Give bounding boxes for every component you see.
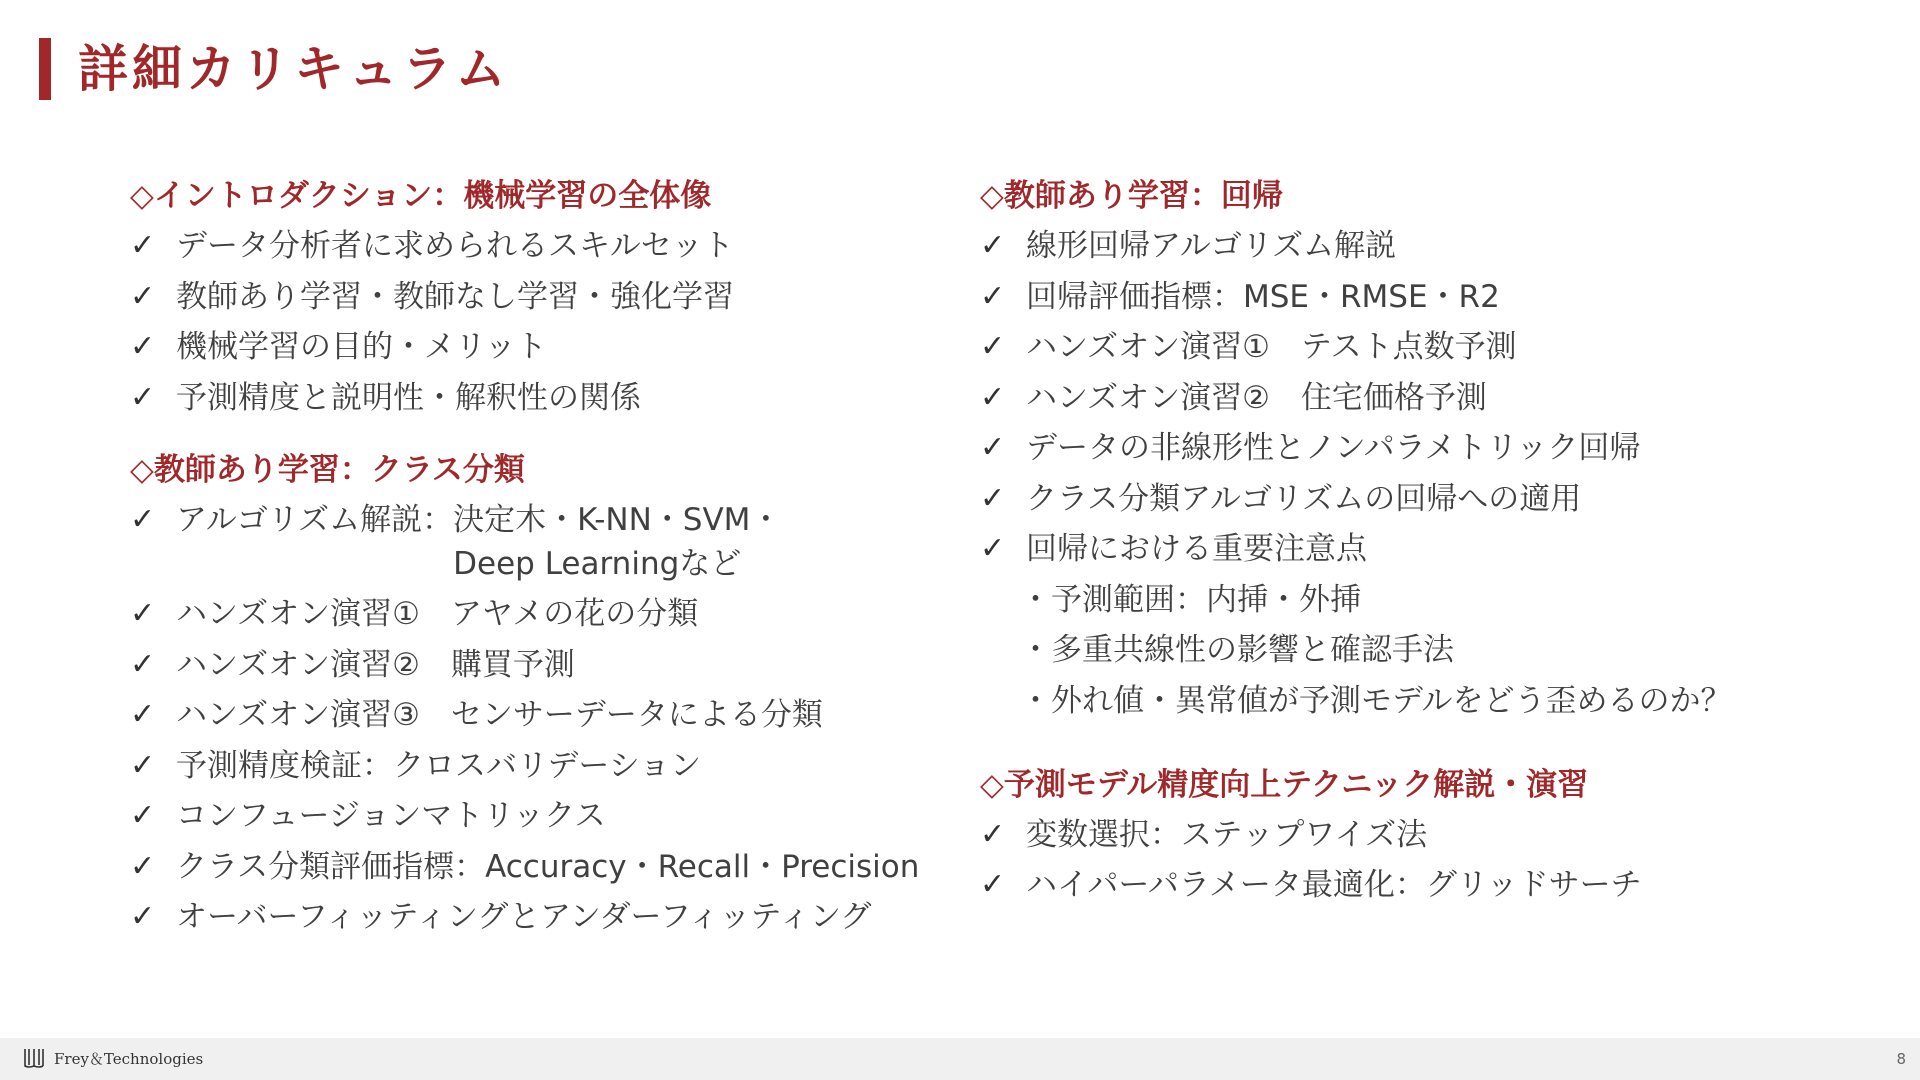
list-item: ✓ オーバーフィッティングとアンダーフィッティング [130, 895, 960, 939]
list-item: ✓ 回帰における重要注意点 [980, 527, 1880, 571]
check-icon: ✓ [130, 596, 156, 631]
section-heading: ◇予測モデル精度向上テクニック解説・演習 [980, 766, 1589, 803]
list-item: ✓ クラス分類アルゴリズムの回帰への適用 [980, 477, 1880, 521]
sub-item: ・予測範囲：内挿・外挿 [1020, 581, 1361, 618]
list-item: ✓ コンフュージョンマトリックス [130, 794, 960, 838]
algorithm-line-1: 決定木・K-NN・SVM・ [453, 501, 782, 538]
footer [0, 1038, 1920, 1080]
list-item: ✓ ハンズオン演習① テスト点数予測 [980, 325, 1880, 369]
list-item-algorithms [130, 498, 960, 586]
check-icon: ✓ [130, 848, 156, 884]
list-item: ✓ 予測精度と説明性・解釈性の関係 [130, 376, 960, 420]
algorithm-label: アルゴリズム解説： [176, 501, 454, 538]
check-icon: ✓ [980, 278, 1006, 314]
sub-item: ・多重共線性の影響と確認手法 [1020, 632, 1454, 668]
list-item: ✓ 予測精度検証：クロスバリデーション [130, 744, 960, 788]
check-icon: ✓ [130, 697, 156, 732]
list-item: ✓ ハンズオン演習② 住宅価格予測 [980, 376, 1880, 420]
right-column [980, 174, 1880, 935]
check-icon: ✓ [130, 228, 156, 263]
section-heading: ◇イントロダクション：機械学習の全体像 [130, 178, 712, 214]
left-column [130, 174, 960, 967]
list-item: ✓ ハンズオン演習① アヤメの花の分類 [130, 592, 960, 636]
list-item: ✓ 教師あり学習・教師なし学習・強化学習 [130, 275, 960, 319]
list-item: ✓ ハンズオン演習② 購買予測 [130, 643, 960, 687]
check-icon: ✓ [980, 430, 1006, 465]
check-icon: ✓ [980, 228, 1006, 263]
section-model-improvement [980, 763, 1880, 908]
check-icon: ✓ [130, 646, 156, 682]
title-accent-bar [39, 38, 51, 100]
check-icon: ✓ [980, 531, 1006, 566]
list-item: ✓ クラス分類評価指標：Accuracy・Recall・Precision [130, 845, 960, 889]
list-item: ✓ 線形回帰アルゴリズム解説 [980, 224, 1880, 268]
algorithm-line-2: Deep Learningなど [453, 545, 742, 582]
list-item: ✓ 機械学習の目的・メリット [130, 325, 960, 369]
list-item: ✓ ハンズオン演習③ センサーデータによる分類 [130, 693, 960, 737]
page-title: 詳細カリキュラム [78, 39, 510, 98]
check-icon: ✓ [980, 867, 1006, 902]
list-item: ✓ ハイパーパラメータ最適化：グリッドサーチ [980, 863, 1880, 907]
section-heading: ◇教師あり学習：回帰 [980, 178, 1283, 214]
sub-item: ・外れ値・異常値が予測モデルをどう歪めるのか？ [1020, 682, 1732, 719]
company-name: Frey＆Technologies [54, 1049, 204, 1068]
check-icon: ✓ [130, 329, 156, 364]
section-heading: ◇教師あり学習：クラス分類 [130, 451, 525, 488]
section-classification [130, 448, 960, 940]
check-icon: ✓ [130, 278, 156, 314]
check-icon: ✓ [130, 501, 156, 537]
section-introduction [130, 174, 960, 420]
company-logo [22, 1046, 203, 1070]
check-icon: ✓ [980, 480, 1006, 516]
check-icon: ✓ [130, 798, 156, 833]
check-icon: ✓ [980, 816, 1006, 852]
check-icon: ✓ [130, 899, 156, 934]
company-logo-icon [22, 1046, 46, 1070]
list-item: ✓ 変数選択：ステップワイズ法 [980, 813, 1880, 857]
list-item: ✓ 回帰評価指標：MSE・RMSE・R2 [980, 275, 1880, 319]
page-number: 8 [1896, 1050, 1906, 1068]
check-icon: ✓ [980, 329, 1006, 364]
check-icon: ✓ [130, 379, 156, 415]
check-icon: ✓ [980, 379, 1006, 415]
list-item: ✓ データ分析者に求められるスキルセット [130, 224, 960, 268]
list-item: ✓ データの非線形性とノンパラメトリック回帰 [980, 426, 1880, 470]
section-regression [980, 174, 1880, 723]
check-icon: ✓ [130, 747, 156, 783]
